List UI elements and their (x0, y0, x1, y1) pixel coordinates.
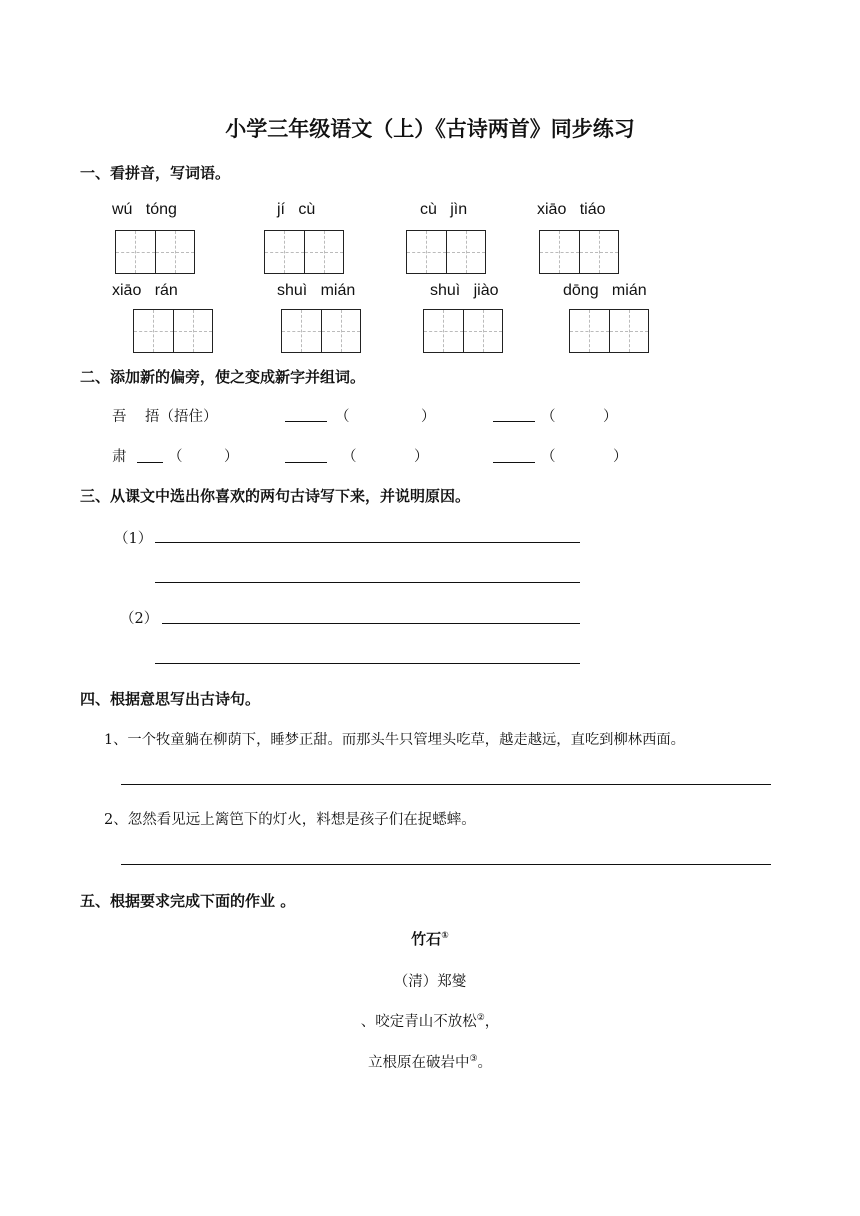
writing-box-1[interactable] (115, 230, 195, 274)
writing-box-5[interactable] (133, 309, 213, 353)
paren-open: （ (342, 449, 357, 465)
section-5-heading: 五、根据要求完成下面的作业 。 (80, 892, 296, 910)
answer-blank[interactable] (285, 461, 327, 463)
writing-box-4[interactable] (539, 230, 619, 274)
base-char-2: 肃 (112, 449, 127, 465)
section-2-heading: 二、添加新的偏旁，使之变成新字并组词。 (80, 368, 366, 386)
answer-blank[interactable] (493, 461, 535, 463)
poem-line-2: 立根原在破岩中③。 (367, 1054, 493, 1071)
pinyin-4: xiāo tiáo (537, 201, 606, 218)
paren-open: （ (541, 449, 556, 465)
section-4-heading: 四、根据意思写出古诗句。 (80, 690, 261, 708)
answer-line[interactable] (121, 784, 771, 785)
answer-line[interactable] (155, 542, 580, 543)
pinyin-6: shuì mián (277, 282, 356, 299)
paren-close: ） (603, 409, 618, 425)
answer-blank[interactable] (137, 461, 163, 463)
writing-box-7[interactable] (423, 309, 503, 353)
paren-close: ） (613, 449, 628, 465)
writing-box-6[interactable] (281, 309, 361, 353)
paren-open: （ (541, 409, 556, 425)
poem-author: （清）郑燮 (393, 974, 467, 990)
section-3-heading: 三、从课文中选出你喜欢的两句古诗写下来，并说明原因。 (80, 487, 471, 505)
paren-open: （ (335, 409, 350, 425)
item-label-1: （1） (114, 531, 153, 547)
paren-open: （ (168, 449, 183, 465)
page-title: 小学三年级语文（上）《古诗两首》同步练习 (225, 117, 635, 141)
paren-close: ） (421, 409, 436, 425)
base-char-1: 吾 (112, 409, 127, 425)
answer-line[interactable] (155, 582, 580, 583)
pinyin-7: shuì jiào (430, 282, 499, 299)
paren-close: ） (224, 449, 239, 465)
writing-box-2[interactable] (264, 230, 344, 274)
pinyin-8: dōng mián (563, 282, 647, 299)
question-2: 2、忽然看见远上篱笆下的灯火，料想是孩子们在捉蟋蟀。 (104, 812, 476, 828)
poem-line-1: 、咬定青山不放松②， (360, 1013, 500, 1030)
example-answer: 捂（捂住） (145, 409, 218, 425)
item-label-2: （2） (120, 611, 159, 627)
answer-line[interactable] (155, 663, 580, 664)
section-1-heading: 一、看拼音，写词语。 (80, 164, 231, 182)
pinyin-3: cù jìn (420, 201, 468, 218)
footnote-marker: ② (476, 1013, 485, 1024)
answer-line[interactable] (162, 623, 580, 624)
pinyin-1: wú tóng (112, 201, 177, 218)
paren-close: ） (414, 449, 429, 465)
poem-title: 竹石① (411, 930, 449, 948)
footnote-marker: ① (441, 931, 449, 941)
footnote-marker: ③ (469, 1054, 478, 1065)
answer-blank[interactable] (285, 420, 327, 422)
writing-box-3[interactable] (406, 230, 486, 274)
answer-blank[interactable] (493, 420, 535, 422)
pinyin-2: jí cù (277, 201, 316, 218)
pinyin-5: xiāo rán (112, 282, 178, 299)
answer-line[interactable] (121, 864, 771, 865)
writing-box-8[interactable] (569, 309, 649, 353)
question-1: 1、一个牧童躺在柳荫下，睡梦正甜。而那头牛只管埋头吃草，越走越远，直吃到柳林西面。 (104, 732, 685, 748)
